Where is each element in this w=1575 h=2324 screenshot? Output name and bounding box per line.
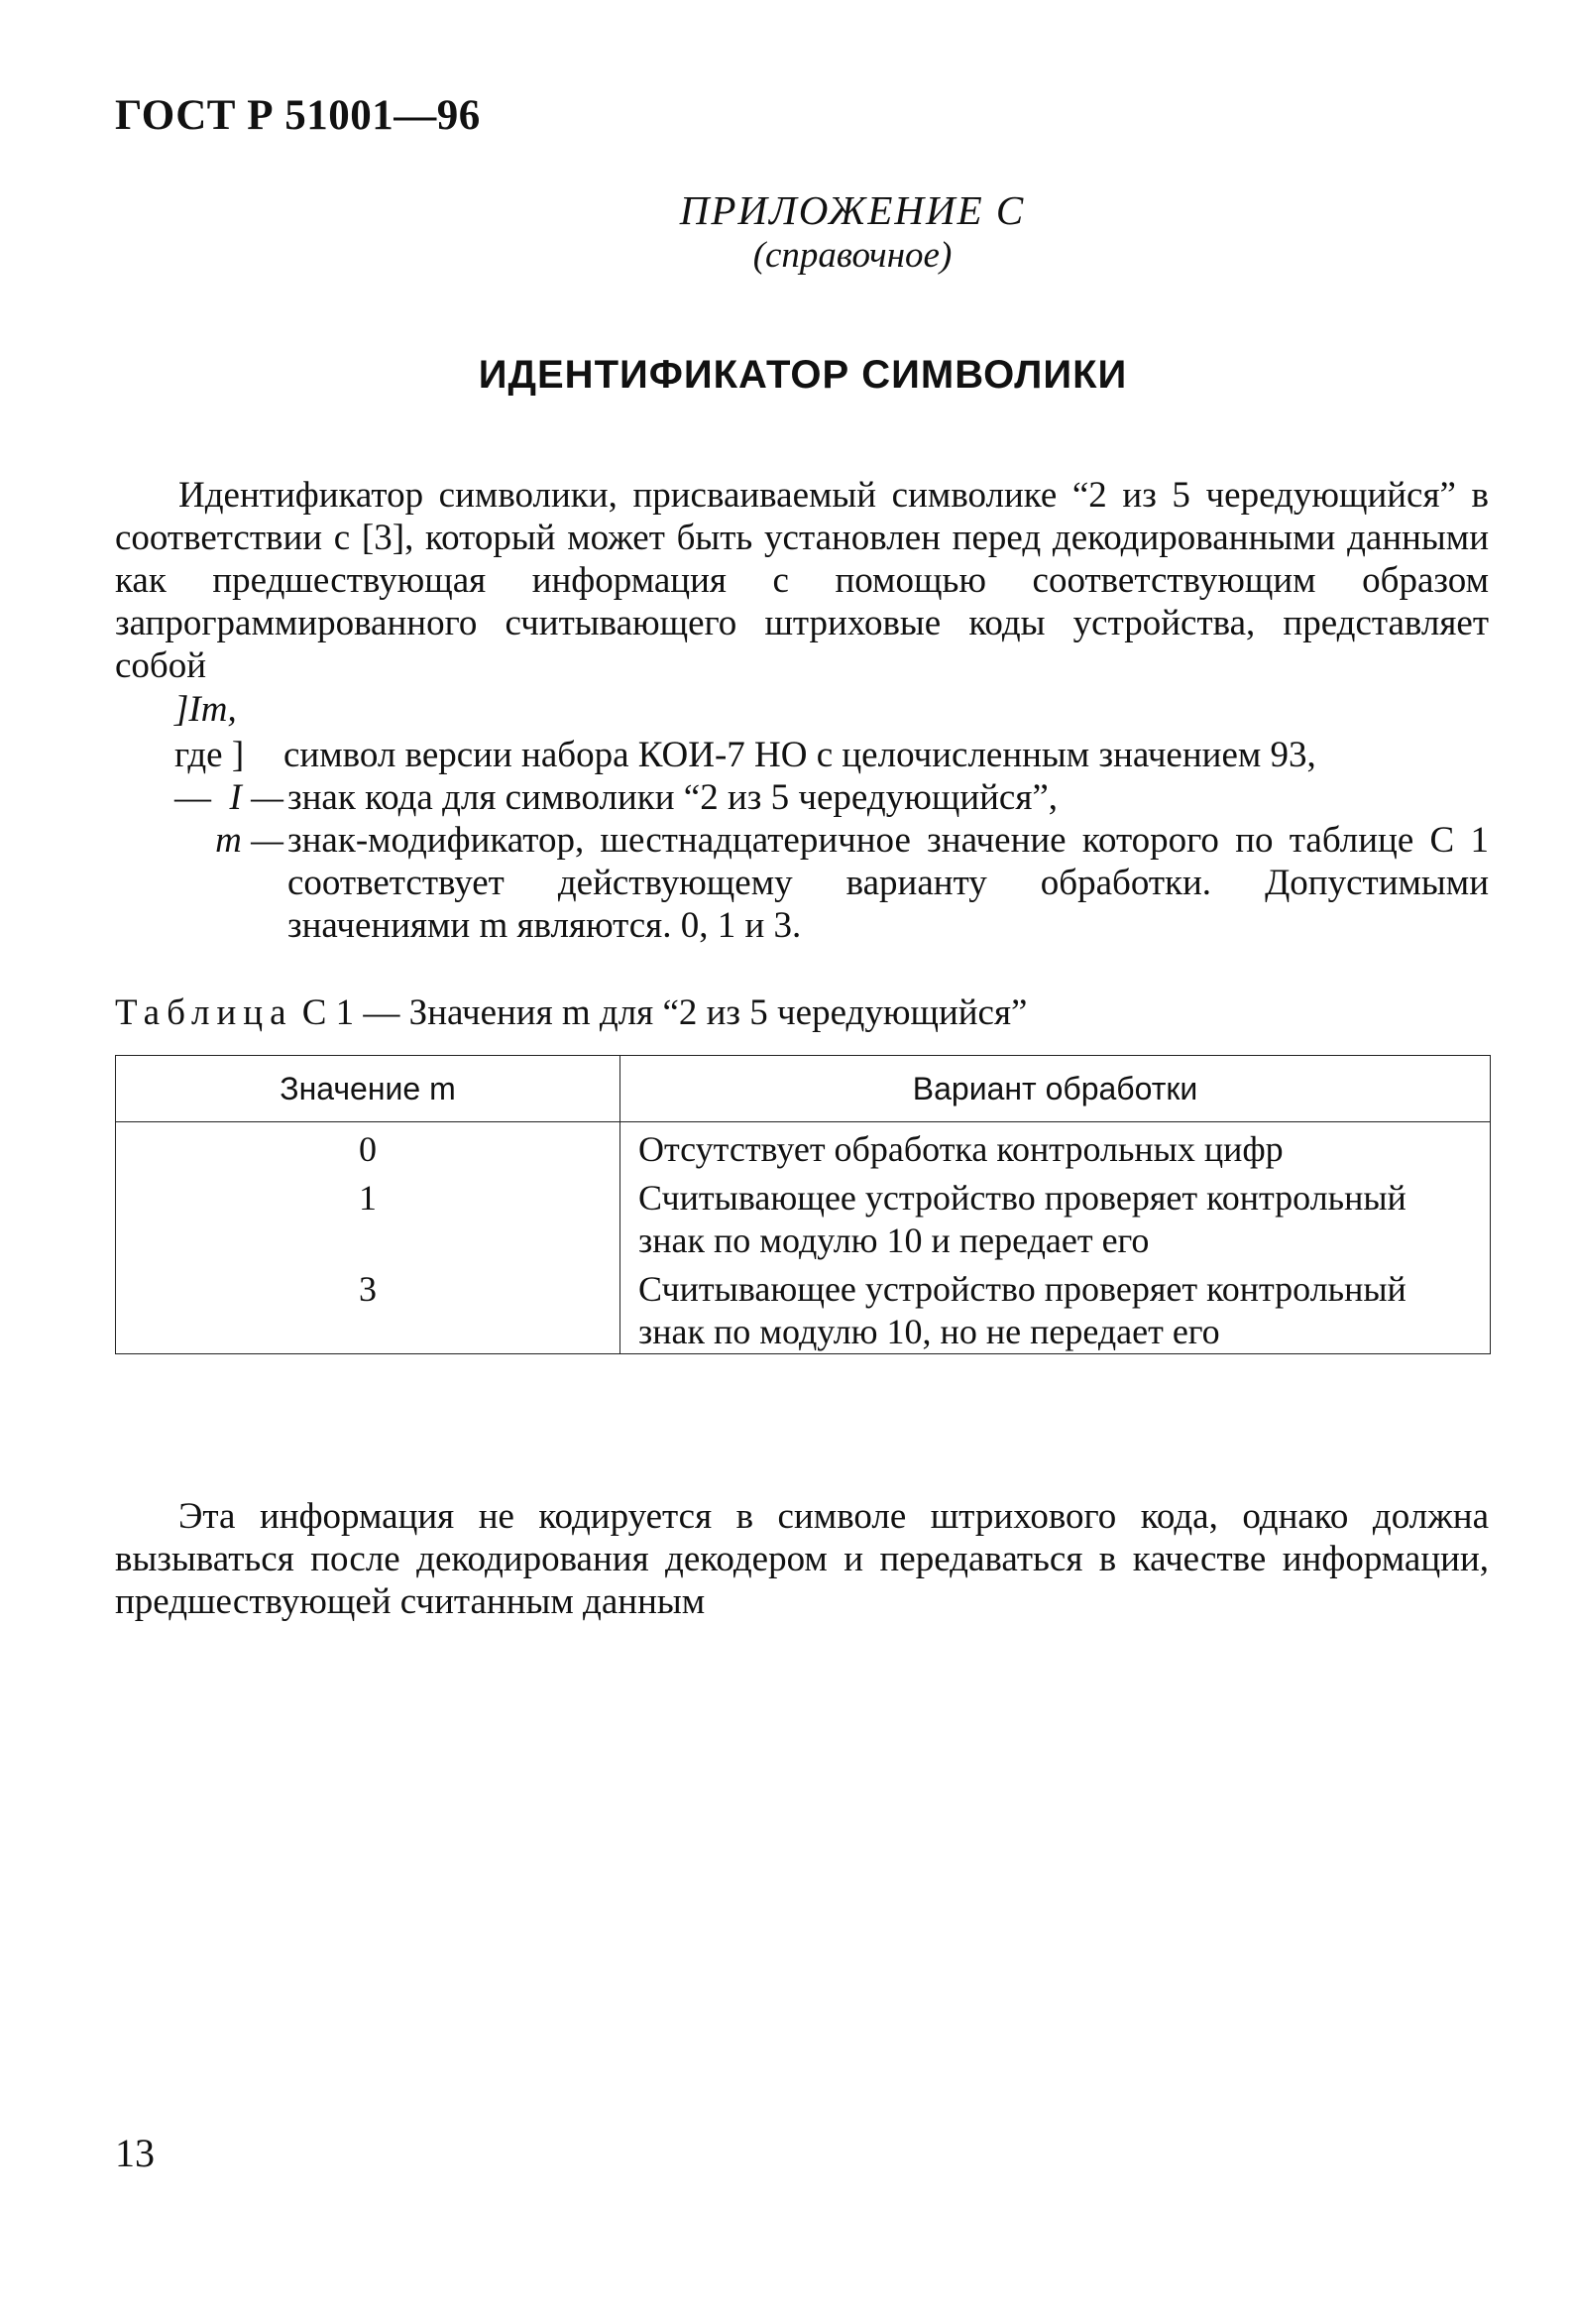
appendix-subtitle: (справочное) bbox=[752, 235, 953, 276]
intro-paragraph: Идентификатор символики, присваиваемый символике “2 из 5 чередующийся” в соответствии с [3], который может быть установлен перед декодированными данными как предшествующая информация с помощью соответствующим образом запрограммированного считывающего штриховые коды устройства, представляет собой bbox=[115, 475, 1489, 686]
cell-description: Отсутствует обработка контрольных цифр bbox=[620, 1122, 1491, 1172]
section-title: ИДЕНТИФИКАТОР СИМВОЛИКИ bbox=[478, 353, 1128, 397]
cell-description: Считывающее устройство проверяет контрольный знак по модулю 10 и передает его bbox=[620, 1171, 1491, 1262]
closing-paragraph: Эта информация не кодируется в символе штрихового кода, однако должна вызываться после декодирования декодером и передаваться в качестве информации, предшествующей считанным данным bbox=[115, 1496, 1489, 1622]
table-row bbox=[116, 1122, 1491, 1172]
standard-code: ГОСТ Р 51001—96 bbox=[115, 92, 481, 139]
table-caption-prefix: Таблица bbox=[115, 992, 293, 1033]
cell-description: Считывающее устройство проверяет контрольный знак по модулю 10, но не передает его bbox=[620, 1262, 1491, 1354]
page-number: 13 bbox=[115, 2131, 155, 2175]
modifier-values-table bbox=[115, 1055, 1491, 1354]
cell-value: 3 bbox=[116, 1262, 620, 1354]
table-row bbox=[116, 1171, 1491, 1262]
formula: ]Im, bbox=[174, 689, 237, 730]
definition-text: знак кода для символики “2 из 5 чередующийся”, bbox=[287, 777, 1059, 818]
table-row bbox=[116, 1262, 1491, 1354]
table-header-row bbox=[116, 1056, 1491, 1122]
table-caption bbox=[115, 991, 1027, 1034]
column-header-value: Значение m bbox=[116, 1056, 620, 1122]
table-caption-text: С 1 — Значения m для “2 из 5 чередующийся” bbox=[301, 992, 1028, 1033]
column-header-processing: Вариант обработки bbox=[620, 1056, 1491, 1122]
appendix-title: ПРИЛОЖЕНИЕ С bbox=[679, 187, 1026, 233]
definition-text: символ версии набора КОИ-7 НО с целочисленным значением 93, bbox=[283, 735, 1316, 775]
definition-label: m — bbox=[215, 820, 283, 861]
cell-value: 0 bbox=[116, 1122, 620, 1172]
definition-label: I — bbox=[229, 777, 283, 818]
definition-label: где ] — bbox=[174, 735, 245, 818]
cell-value: 1 bbox=[116, 1171, 620, 1262]
definition-text: знак-модификатор, шестнадцатеричное значение которого по таблице С 1 соответствует действующему варианту обработки. Допустимыми значениями m являются. 0, 1 и 3. bbox=[287, 820, 1489, 946]
